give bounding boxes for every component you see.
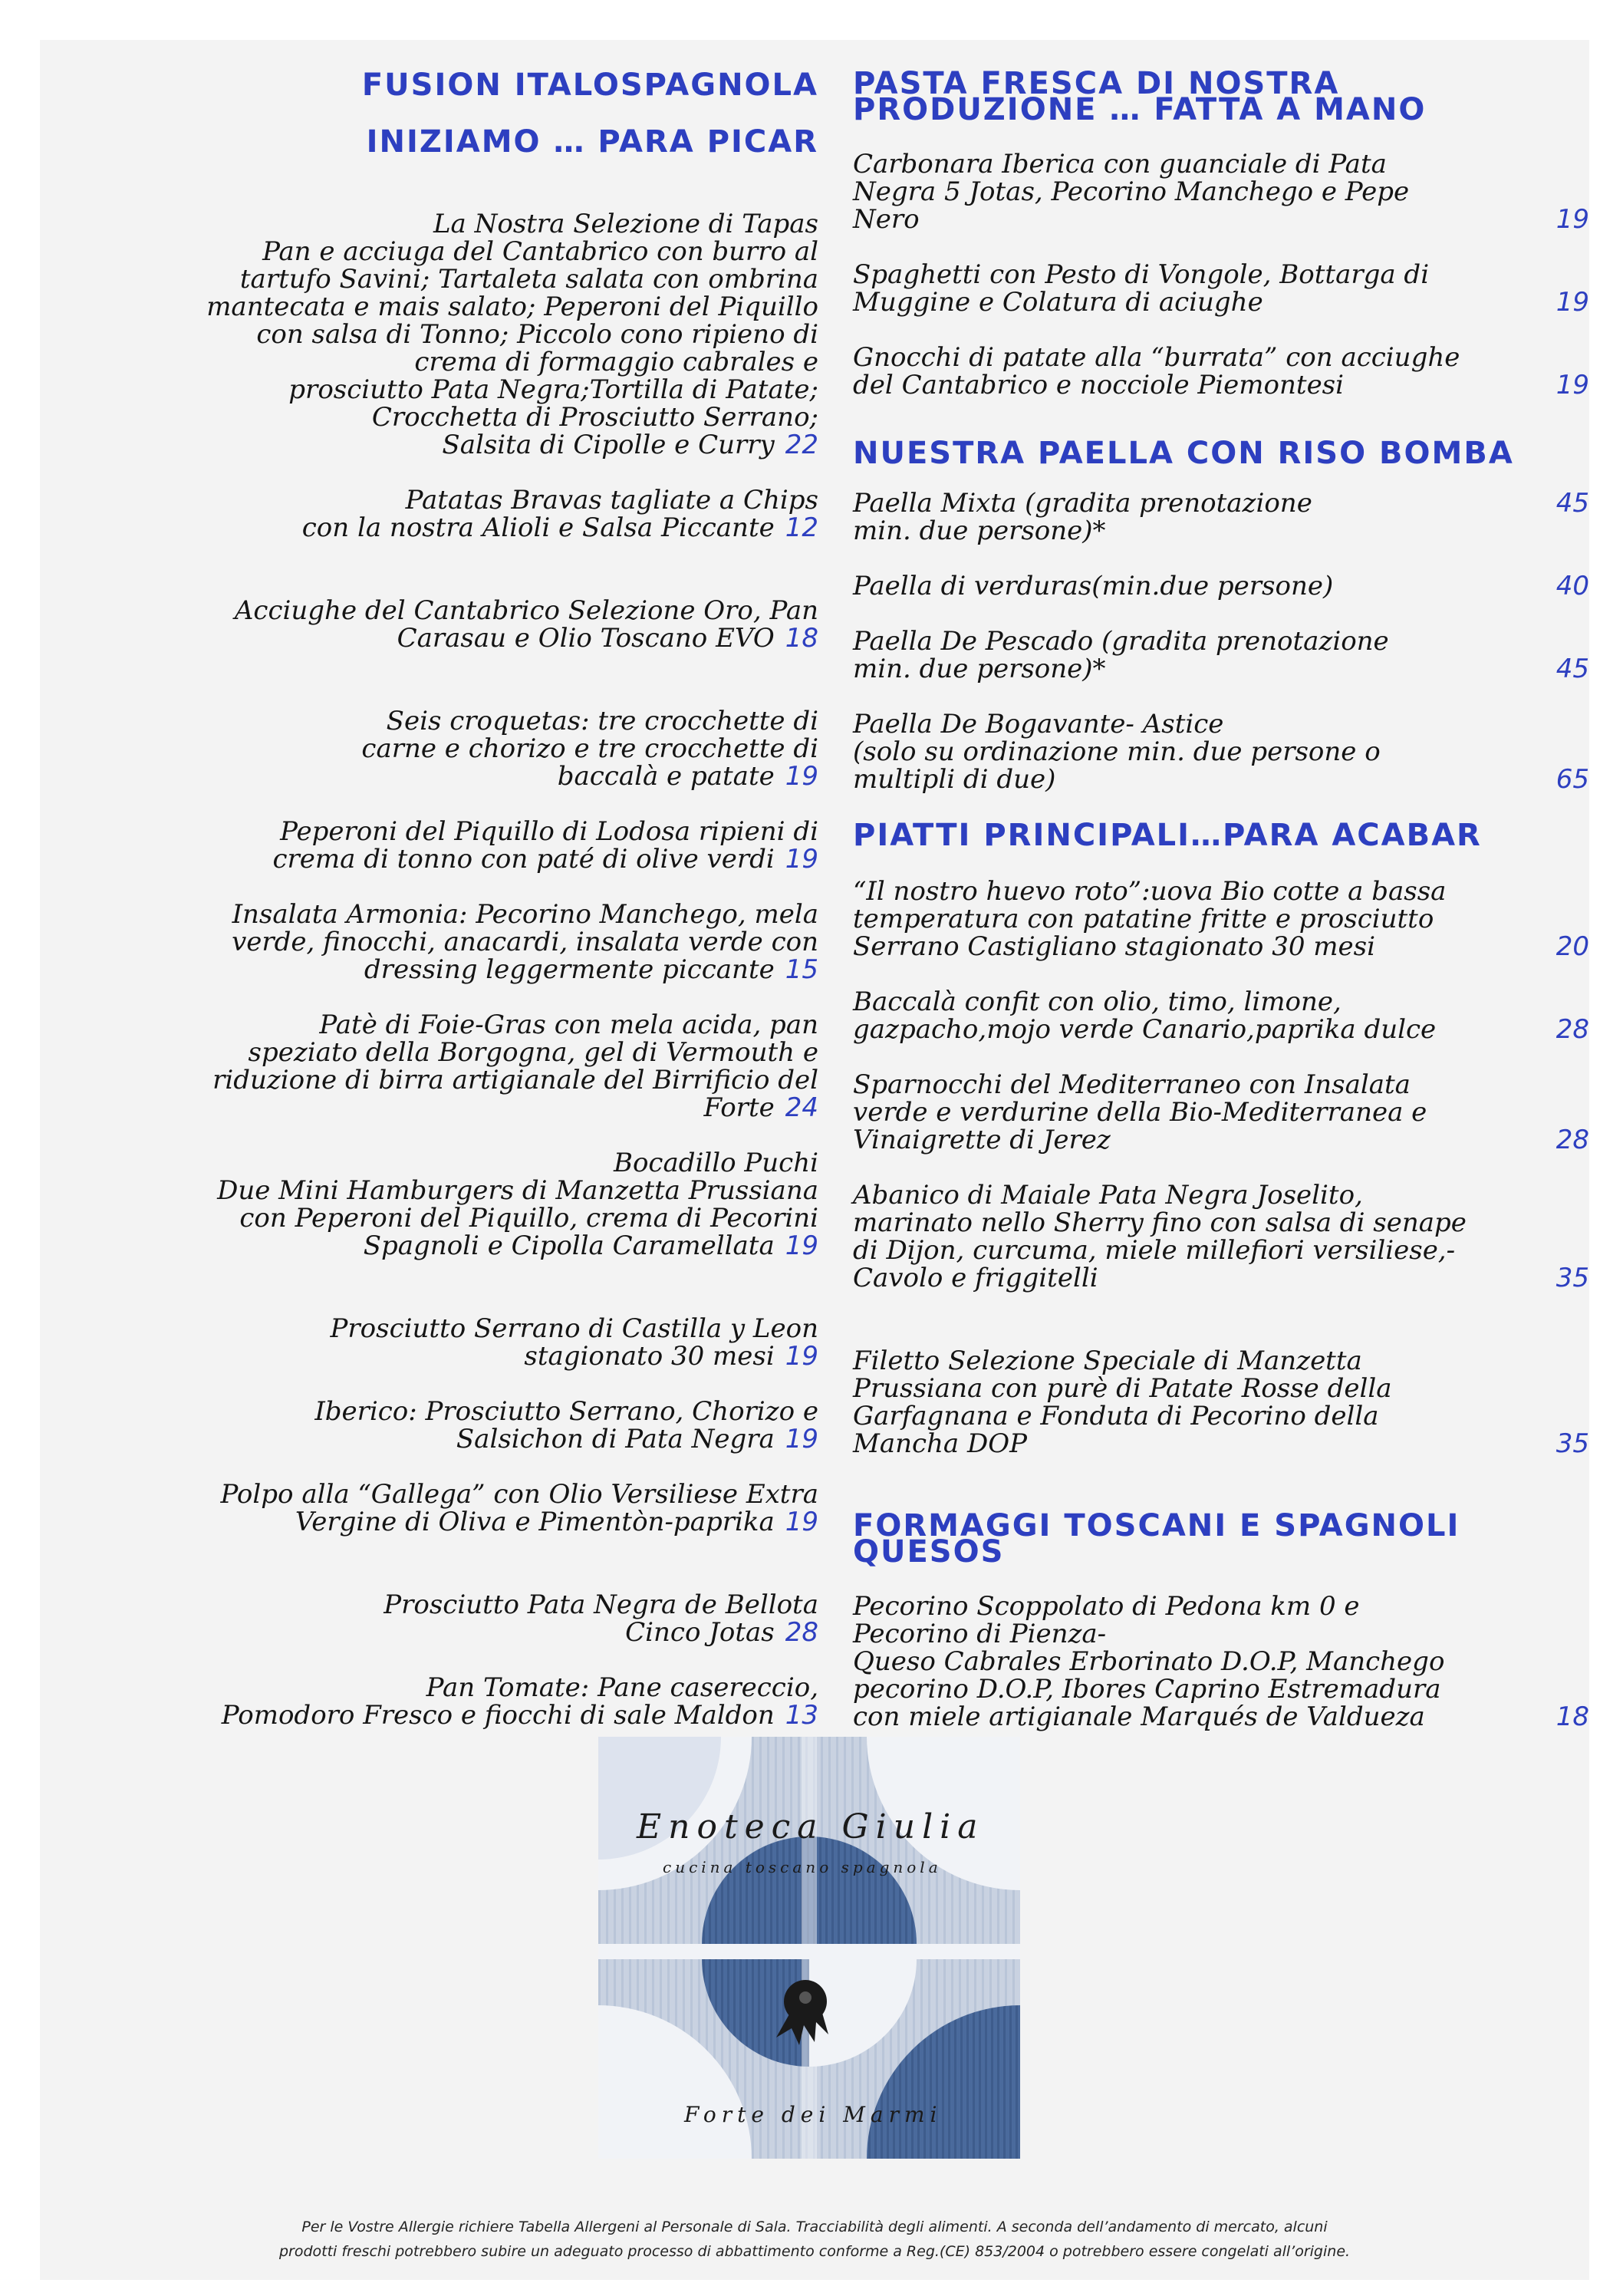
item-text: Carbonara Iberica con guanciale di Pata Negra 5 Jotas, Pecorino Manchego e Pepe Nero [853, 149, 1410, 235]
menu-item [853, 261, 1589, 316]
logo-name: Enoteca Giulia [637, 1807, 985, 1846]
item-text: Patè di Foie-Gras con mela acida, pan speziato della Borgogna, gel di Vermouth e riduzione di birra artigianale del Birrificio del Forte [212, 1010, 818, 1123]
item-text: Spaghetti con Pesto di Vongole, Bottarga di Muggine e Colatura di aciughe [853, 259, 1430, 318]
menu-item [82, 210, 818, 459]
item-text: Baccalà confit con olio, timo, limone, gazpacho,mojo verde Canario,paprika dulce [853, 987, 1437, 1045]
item-price: 19 [785, 1341, 818, 1372]
item-price: 19 [1556, 370, 1589, 400]
item-price: 15 [785, 954, 818, 985]
menu-item [82, 486, 818, 542]
item-price: 28 [785, 1617, 818, 1648]
menu-item [853, 988, 1589, 1043]
item-text: Insalata Armonia: Pecorino Manchego, mela verde, finocchi, anacardi, insalata verde con dressing leggermente piccante [232, 899, 818, 985]
menu-item [82, 597, 818, 652]
item-text: Prosciutto Pata Negra de Bellota Cinco Jotas [384, 1589, 818, 1648]
item-price: 19 [785, 1424, 818, 1454]
menu-item [82, 1591, 818, 1646]
menu-item [853, 572, 1589, 600]
item-price: 19 [785, 844, 818, 875]
menu-item [853, 710, 1589, 793]
section-heading-iniziamo: INIZIAMO … PARA PICAR [366, 124, 818, 160]
left-column [82, 68, 818, 1731]
menu-item [82, 1481, 818, 1536]
menu-item [853, 1347, 1589, 1458]
item-text: Patatas Bravas tagliate a Chips con la nostra Alioli e Salsa Piccante [301, 485, 818, 543]
item-price: 19 [785, 1507, 818, 1537]
item-text: La Nostra Selezione di Tapas Pan e acciuga del Cantabrico con burro al tartufo Savini; Tartaleta salata con ombrina mantecata e mais salato; Peperoni del Piquillo con salsa di Tonno; Piccolo cono ripieno di crema di formaggio cabrales e prosciutto Pata Negra;Tortilla di Patate; Crocchetta di Prosciutto Serrano; Salsita di Cipolle e Curry [206, 209, 818, 460]
item-price: 28 [1556, 1014, 1589, 1045]
item-price: 28 [1556, 1125, 1589, 1155]
menu-item [82, 1315, 818, 1370]
item-price: 65 [1556, 764, 1589, 795]
item-text: Paella Mixta (gradita prenotazione min. due persone)* [853, 488, 1312, 546]
menu-item [82, 818, 818, 873]
logo-place: Forte dei Marmi [684, 2102, 943, 2127]
section-heading-piatti: PIATTI PRINCIPALI…PARA ACABAR [853, 818, 1482, 853]
footer-line-1: Per le Vostre Allergie richiere Tabella Allergeni al Personale di Sala. Tracciabilità degli alimenti. A seconda dell’andamento di mercato, alcuni [301, 2219, 1328, 2235]
item-price: 24 [785, 1092, 818, 1123]
allergen-footer [40, 2215, 1589, 2264]
item-price: 45 [1556, 654, 1589, 684]
item-text: Filetto Selezione Speciale di Manzetta Prussiana con purè di Patate Rosse della Garfagnana e Fonduta di Pecorino della Mancha DOP [853, 1346, 1392, 1459]
item-text: Bocadillo Puchi Due Mini Hamburgers di Manzetta Prussiana con Peperoni del Piquillo, crema di Pecorini Spagnoli e Cipolla Caramellata [217, 1148, 818, 1261]
menu-item [82, 1398, 818, 1453]
menu-item [82, 1011, 818, 1122]
item-text: Paella De Bogavante- Astice (solo su ordinazione min. due persone o multipli di due) [853, 709, 1381, 795]
item-price: 19 [1556, 287, 1589, 318]
item-text: Pecorino Scoppolato di Pedona km 0 e Pecorino di Pienza- Queso Cabrales Erborinato D.O.P, Manchego pecorino D.O.P, Ibores Caprino Estremadura con miele artigianale Marqués de Valdueza [853, 1591, 1445, 1732]
item-price: 35 [1556, 1428, 1589, 1459]
logo-tile-pattern [598, 1737, 1020, 2159]
item-price: 19 [1556, 204, 1589, 235]
item-price: 12 [785, 512, 818, 543]
item-price: 40 [1556, 571, 1589, 601]
menu-item [853, 878, 1589, 960]
item-text: Gnocchi di patate alla “burrata” con acciughe del Cantabrico e nocciole Piemontesi [853, 342, 1460, 400]
item-price: 20 [1556, 931, 1589, 962]
item-price: 18 [1556, 1701, 1589, 1732]
item-text: Pan Tomate: Pane casereccio, Pomodoro Fresco e fiocchi di sale Maldon [221, 1672, 818, 1731]
item-text: Iberico: Prosciutto Serrano, Chorizo e Salsichon di Pata Negra [314, 1396, 818, 1454]
menu-item [82, 901, 818, 983]
menu-item [853, 150, 1589, 233]
item-text: “Il nostro huevo roto”:uova Bio cotte a bassa temperatura con patatine fritte e prosciutto Serrano Castigliano stagionato 30 mesi [853, 876, 1447, 962]
item-price: 45 [1556, 488, 1589, 519]
menu-item [853, 1071, 1589, 1154]
item-text: Sparnocchi del Mediterraneo con Insalata verde e verdurine della Bio-Mediterranea e Vinaigrette di Jerez [853, 1069, 1427, 1155]
menu-item [853, 489, 1589, 545]
menu-item [82, 1674, 818, 1729]
section-heading-paella: NUESTRA PAELLA CON RISO BOMBA [853, 436, 1514, 471]
item-price: 13 [785, 1700, 818, 1731]
restaurant-logo [598, 1737, 1020, 2159]
section-heading-fusion: FUSION ITALOSPAGNOLA [361, 68, 818, 103]
section-heading-pasta: PASTA FRESCA DI NOSTRA PRODUZIONE … FATTA A MANO [853, 66, 1427, 127]
menu-item [82, 1149, 818, 1260]
right-column [853, 66, 1589, 1732]
menu-item [853, 628, 1589, 683]
menu-page [40, 40, 1589, 2280]
item-price: 22 [785, 430, 818, 460]
footer-line-2: prodotti freschi potrebbero subire un adeguato processo di abbattimento conforme a Reg.(CE) 853/2004 o potrebbero essere congelati all’origine. [278, 2243, 1351, 2260]
item-text: Seis croquetas: tre crocchette di carne e chorizo e tre crocchette di baccalà e patate [361, 706, 818, 792]
item-text: Paella di verduras(min.due persone) [853, 571, 1334, 601]
menu-item [853, 1593, 1589, 1731]
item-text: Acciughe del Cantabrico Selezione Oro, Pan Carasau e Olio Toscano EVO [234, 595, 818, 654]
item-price: 19 [785, 1230, 818, 1261]
menu-item [853, 344, 1589, 399]
item-text: Abanico di Maiale Pata Negra Joselito, marinato nello Sherry fino con salsa di senape di Dijon, curcuma, miele millefiori versiliese,- Cavolo e friggitelli [853, 1180, 1467, 1293]
item-text: Paella De Pescado (gradita prenotazione min. due persone)* [853, 626, 1389, 684]
menu-item [853, 1181, 1589, 1292]
item-price: 18 [785, 623, 818, 654]
logo-subtitle: cucina toscano spagnola [663, 1858, 942, 1876]
item-price: 19 [785, 761, 818, 792]
item-price: 35 [1556, 1263, 1589, 1293]
item-text: Prosciutto Serrano di Castilla y Leon stagionato 30 mesi [330, 1313, 818, 1372]
item-text: Peperoni del Piquillo di Lodosa ripieni di crema di tonno con paté di olive verdi [272, 816, 818, 875]
section-heading-formaggi: FORMAGGI TOSCANI E SPAGNOLI QUESOS [853, 1508, 1460, 1570]
item-text: Polpo alla “Gallega” con Olio Versiliese Extra Vergine di Oliva e Pimentòn-paprika [220, 1479, 818, 1537]
menu-item [82, 707, 818, 790]
